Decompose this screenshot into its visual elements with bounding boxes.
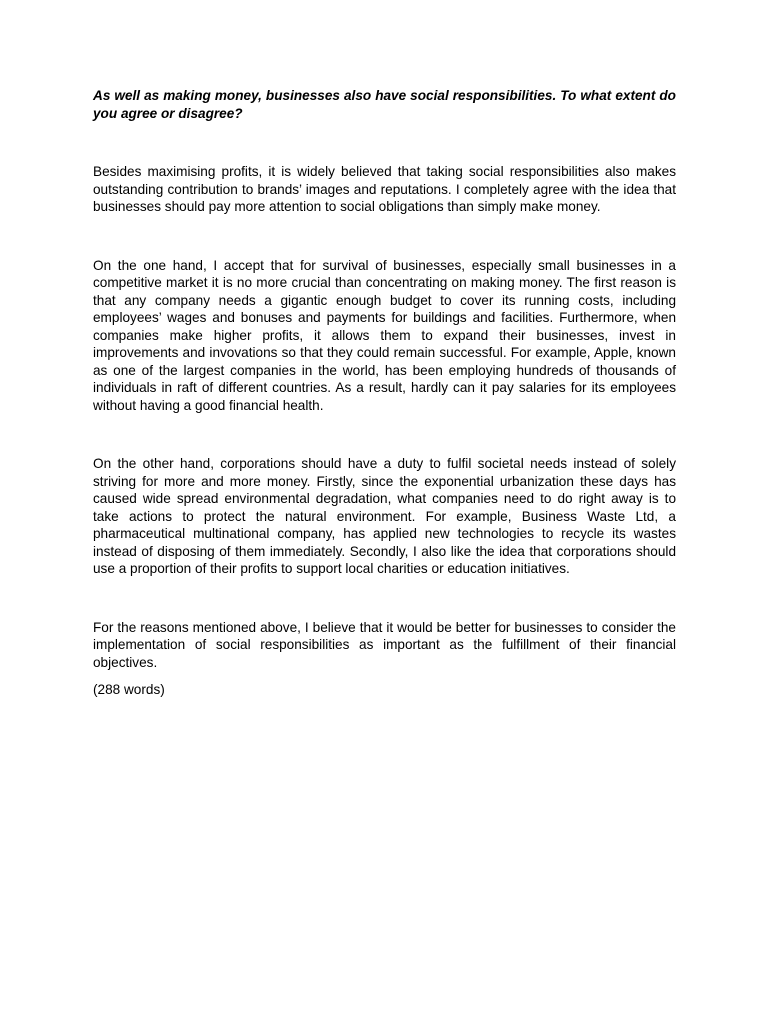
paragraph-conclusion: For the reasons mentioned above, I believe that it would be better for businesses to consider the implementation of social responsibilities as important as the fulfillment of their financial objectives. [93,619,676,670]
essay-page [93,87,676,699]
essay-question: As well as making money, businesses also have social responsibilities. To what extent do you agree or disagree? [93,88,676,121]
word-count: (288 words) [93,682,165,697]
paragraph-body-one: On the one hand, I accept that for survival of businesses, especially small businesses in a competitive market it is no more crucial than concentrating on making money. The first reason is that any company needs a gigantic enough budget to cover its running costs, including employees’ wages and bonuses and payments for buildings and facilities. Furthermore, when companies make higher profits, it allows them to expand their businesses, invest in improvements and invovations so that they could remain successful. For example, Apple, known as one of the largest companies in the world, has been employing hundreds of thousands of individuals in raft of different countries. As a result, hardly can it pay salaries for its employees without having a good financial health. [93,257,676,413]
paragraph-body-two: On the other hand, corporations should have a duty to fulfil societal needs instead of solely striving for more and more money. Firstly, since the exponential urbanization these days has caused wide spread environmental degradation, what companies need to do right away is to take actions to protect the natural environment. For example, Business Waste Ltd, a pharmaceutical multinational company, has applied new technologies to recycle its wastes instead of disposing of them immediately. Secondly, I also like the idea that corporations should use a proportion of their profits to support local charities or education initiatives. [93,456,676,576]
paragraph-introduction: Besides maximising profits, it is widely believed that taking social responsibilities also makes outstanding contribution to brands’ images and reputations. I completely agree with the idea that businesses should pay more attention to social obligations than simply make money. [93,164,676,214]
